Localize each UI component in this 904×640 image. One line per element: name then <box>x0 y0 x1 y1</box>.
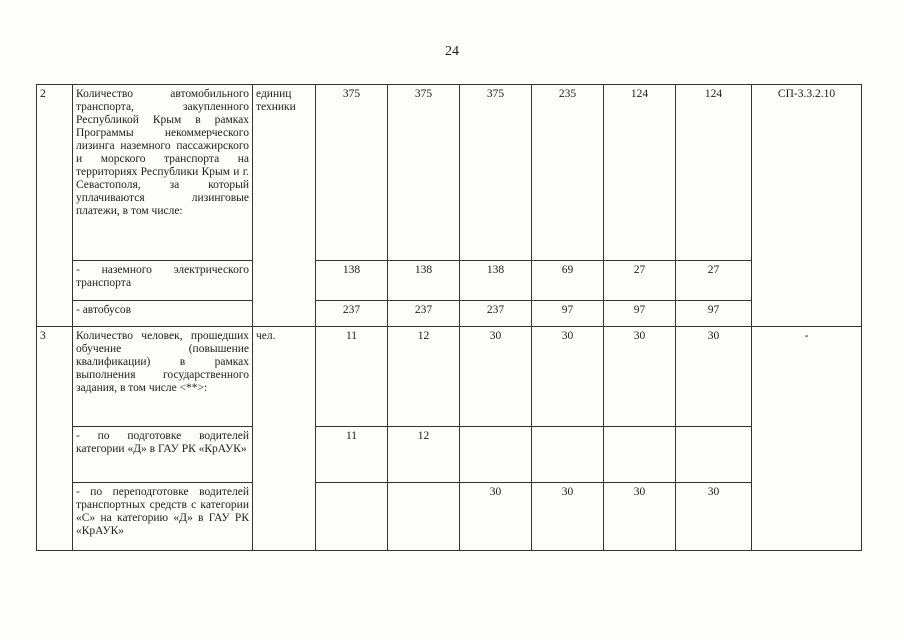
value-cell: 30 <box>460 483 532 551</box>
value-cell: 30 <box>532 327 604 427</box>
row-code: СП-3.3.2.10 <box>752 85 862 327</box>
value-cell: 12 <box>388 327 460 427</box>
value-cell: 11 <box>316 327 388 427</box>
row-description: - наземного электрического транспорта <box>73 261 253 301</box>
value-cell: 30 <box>604 483 676 551</box>
indicators-table <box>36 84 862 551</box>
value-cell <box>604 427 676 483</box>
row-index: 2 <box>37 85 73 327</box>
value-cell: 237 <box>388 301 460 327</box>
value-cell: 27 <box>676 261 752 301</box>
value-cell <box>532 427 604 483</box>
table-row <box>37 301 862 327</box>
value-cell <box>460 427 532 483</box>
value-cell: 375 <box>460 85 532 261</box>
value-cell: 12 <box>388 427 460 483</box>
value-cell: 30 <box>604 327 676 427</box>
page-number: 24 <box>445 44 459 59</box>
value-cell: 124 <box>676 85 752 261</box>
value-cell: 237 <box>316 301 388 327</box>
value-cell: 138 <box>388 261 460 301</box>
value-cell: 30 <box>676 327 752 427</box>
value-cell: 97 <box>676 301 752 327</box>
value-cell <box>316 483 388 551</box>
value-cell: 97 <box>604 301 676 327</box>
value-cell: 30 <box>460 327 532 427</box>
value-cell <box>388 483 460 551</box>
row-description: - автобусов <box>73 301 253 327</box>
row-unit: чел. <box>253 327 316 551</box>
table-row <box>37 85 862 261</box>
row-unit: единиц техники <box>253 85 316 327</box>
value-cell: 124 <box>604 85 676 261</box>
value-cell: 27 <box>604 261 676 301</box>
value-cell: 138 <box>316 261 388 301</box>
value-cell: 375 <box>388 85 460 261</box>
value-cell: 237 <box>460 301 532 327</box>
value-cell: 69 <box>532 261 604 301</box>
row-description: - по переподготовке водителей транспортных средств с категории «С» на категорию «Д» в ГАУ РК «КрАУК» <box>73 483 253 551</box>
table-row <box>37 327 862 427</box>
value-cell: 97 <box>532 301 604 327</box>
table-row <box>37 261 862 301</box>
value-cell: 11 <box>316 427 388 483</box>
table-row <box>37 483 862 551</box>
value-cell: 30 <box>676 483 752 551</box>
value-cell: 30 <box>532 483 604 551</box>
value-cell: 375 <box>316 85 388 261</box>
value-cell: 138 <box>460 261 532 301</box>
row-description: Количество автомобильного транспорта, закупленного Республикой Крым в рамках Программы некоммерческого лизинга наземного пассажирского и морского транспорта на территориях Республики Крым и г. Севастополя, за который уплачиваются лизинговые платежи, в том числе: <box>73 85 253 261</box>
row-code: - <box>752 327 862 551</box>
value-cell <box>676 427 752 483</box>
row-description: - по подготовке водителей категории «Д» в ГАУ РК «КрАУК» <box>73 427 253 483</box>
row-description: Количество человек, прошедших обучение (повышение квалификации) в рамках выполнения государственного задания, в том числе <**>: <box>73 327 253 427</box>
row-index: 3 <box>37 327 73 551</box>
value-cell: 235 <box>532 85 604 261</box>
table-row <box>37 427 862 483</box>
